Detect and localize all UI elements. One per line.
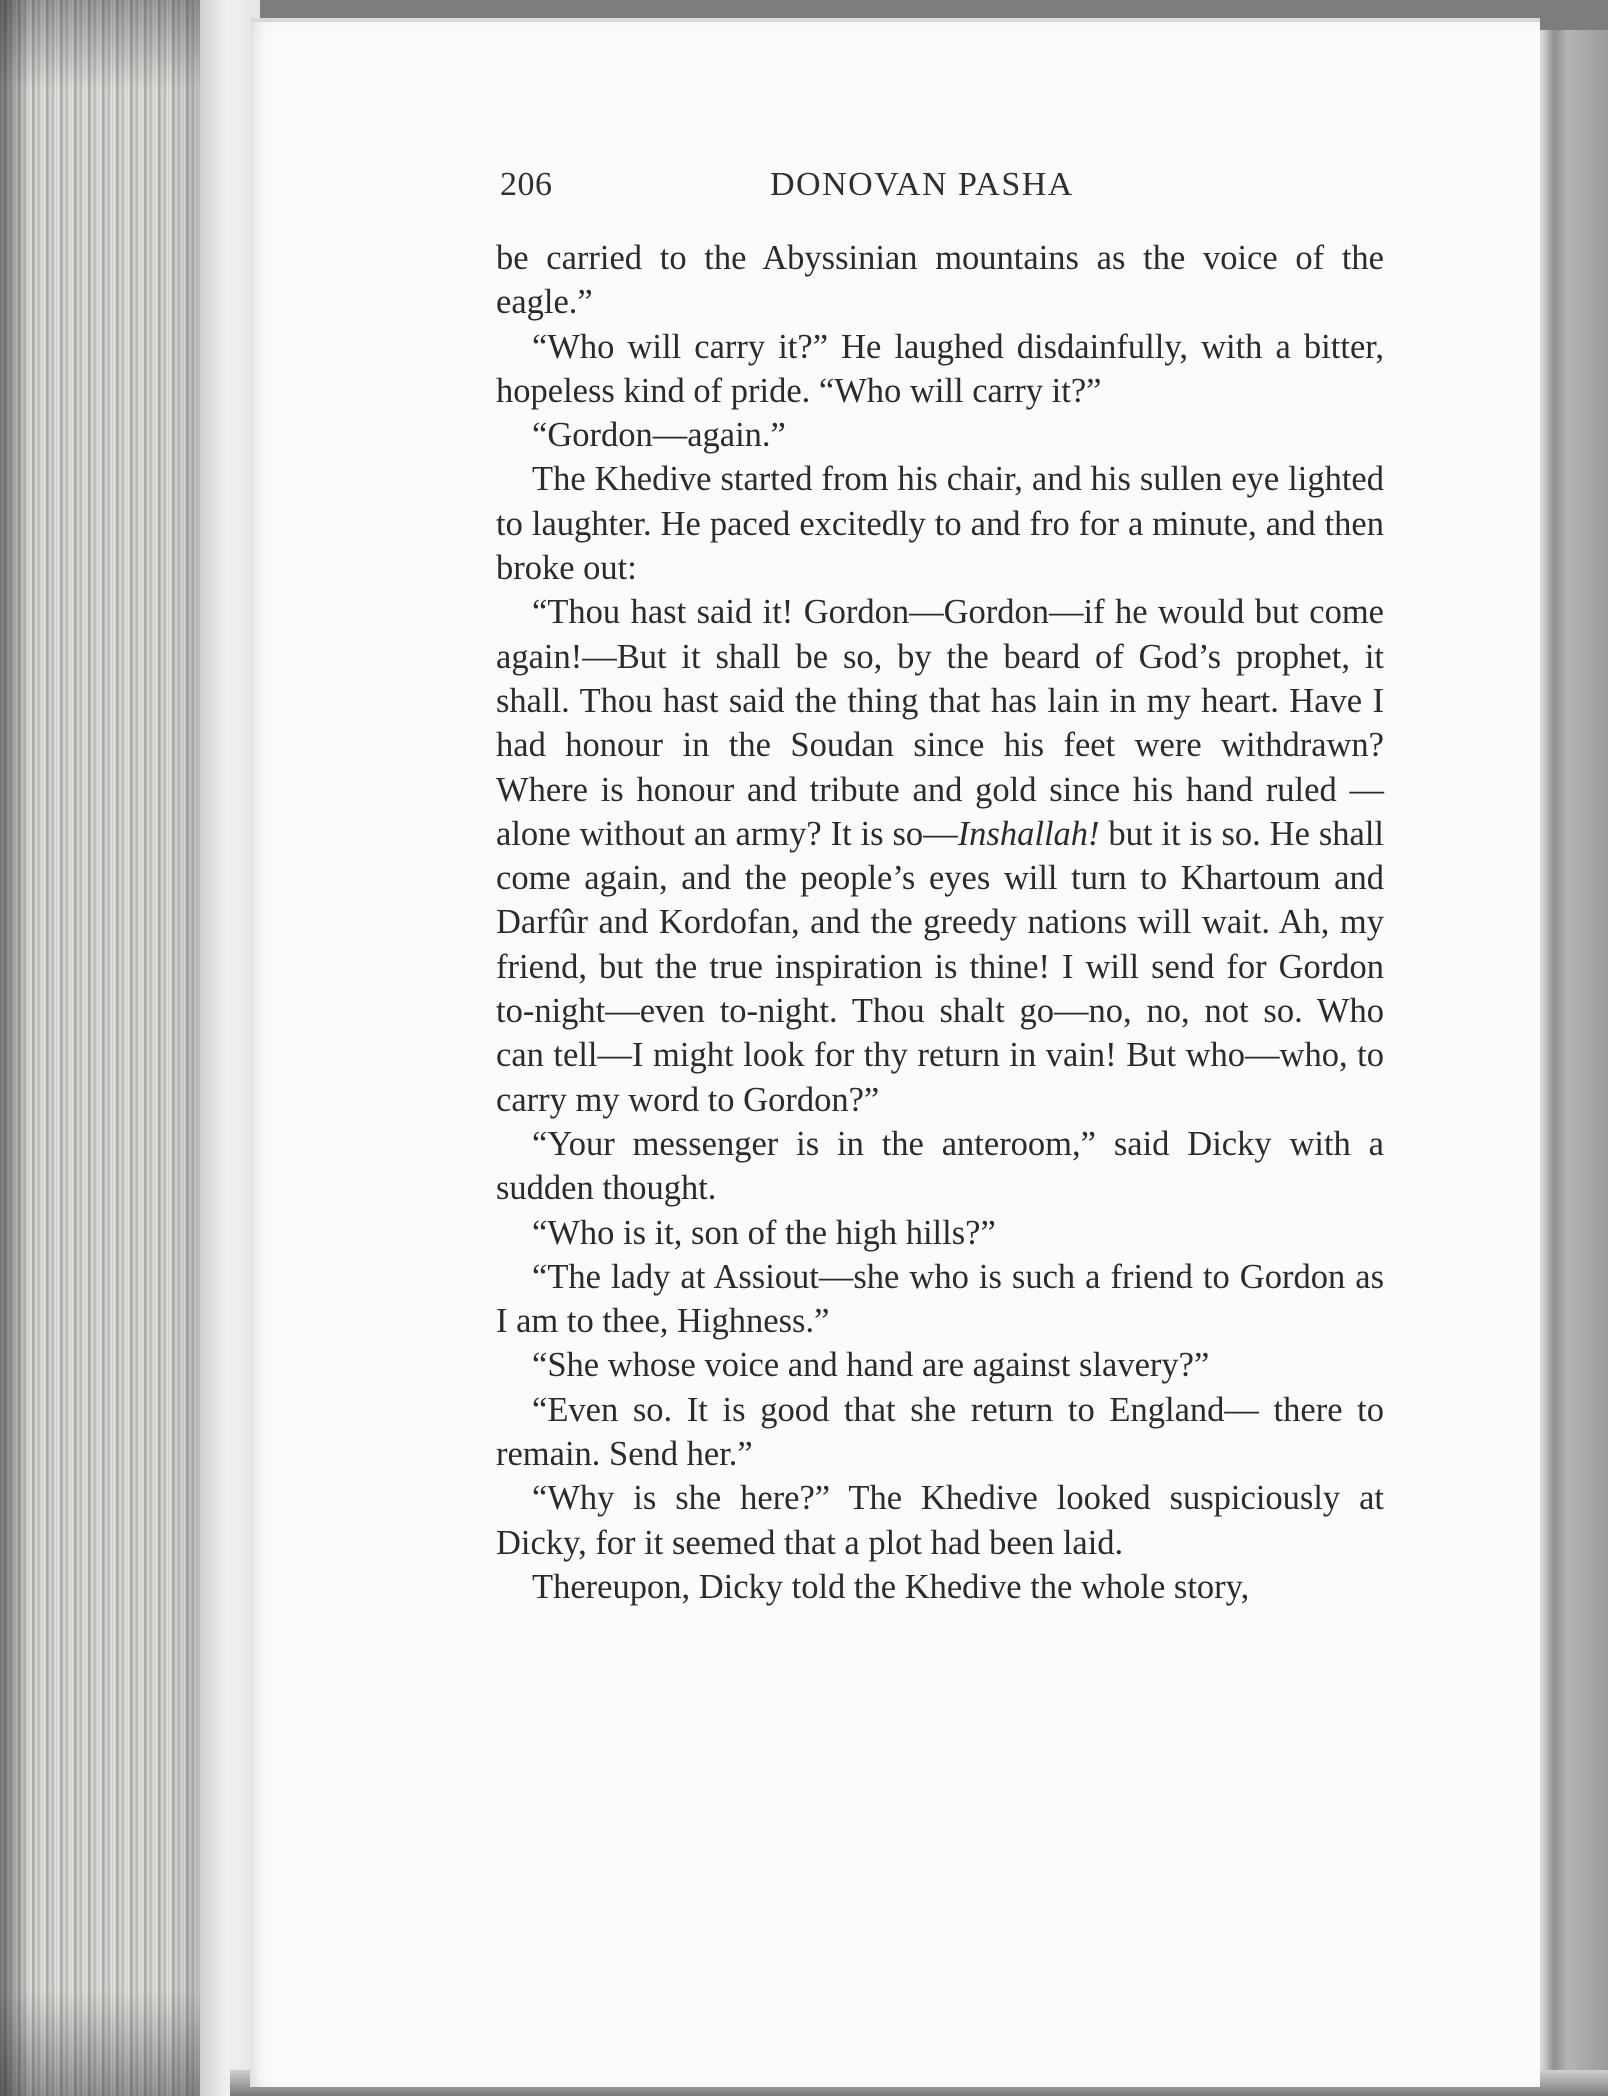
paragraph: “Who will carry it?” He laughed disdainfully, with a bitter, hopeless kind of pride. “Who will carry it?” — [496, 327, 1384, 410]
running-head: DONOVAN PASHA — [770, 166, 1074, 203]
paragraph: be carried to the Abyssinian mountains as the voice of the eagle.” — [496, 239, 1384, 322]
paragraph: “Why is she here?” The Khedive looked suspiciously at Dicky, for it seemed that a plot had been laid. — [496, 1479, 1384, 1562]
left-page-block-shading — [0, 0, 225, 2096]
paragraph: “The lady at Assiout—she who is such a friend to Gordon as I am to thee, Highness.” — [496, 1257, 1384, 1341]
paragraph: “She whose voice and hand are against slavery?” — [532, 1346, 1210, 1385]
paragraph: “Even so. It is good that she return to England— there to remain. Send her.” — [496, 1390, 1384, 1474]
paragraph: “Your messenger is in the anteroom,” said Dicky with a sudden thought. — [496, 1124, 1384, 1208]
body-text — [496, 236, 1384, 1609]
italic-phrase: Inshallah! — [957, 814, 1100, 853]
paragraph: The Khedive started from his chair, and his sullen eye lighted to laughter. He paced excitedly to and fro for a minute, and then broke out: — [496, 460, 1384, 588]
page-number: 206 — [500, 166, 553, 203]
page-header — [500, 166, 1376, 216]
paragraph: “Thou hast said it! Gordon—Gordon—if he would but come again!—But it shall be so, by the beard of God’s prophet, it shall. Thou hast said the thing that has lain in my heart. Have I had honour in the Soudan since his feet were withdrawn? Where is honour and tribute and gold since his hand ruled —alone without an army? It is so—Inshallah! but it is so. He shall come again, and the people’s eyes will turn to Khartoum and Darfûr and Kordofan, and the greedy nations will wait. Ah, my friend, but the true inspiration is thine! I will send for Gordon to-night—even to-night. Thou shalt go—no, no, not so. Who can tell—I might look for thy return in vain! But who—who, to carry my word to Gordon?” — [496, 593, 1384, 1119]
paragraph: “Gordon—again.” — [532, 416, 786, 455]
right-cover-edge — [1528, 30, 1608, 2096]
paragraph: “Who is it, son of the high hills?” — [532, 1213, 996, 1252]
paragraph: Thereupon, Dicky told the Khedive the whole story, — [532, 1567, 1250, 1606]
